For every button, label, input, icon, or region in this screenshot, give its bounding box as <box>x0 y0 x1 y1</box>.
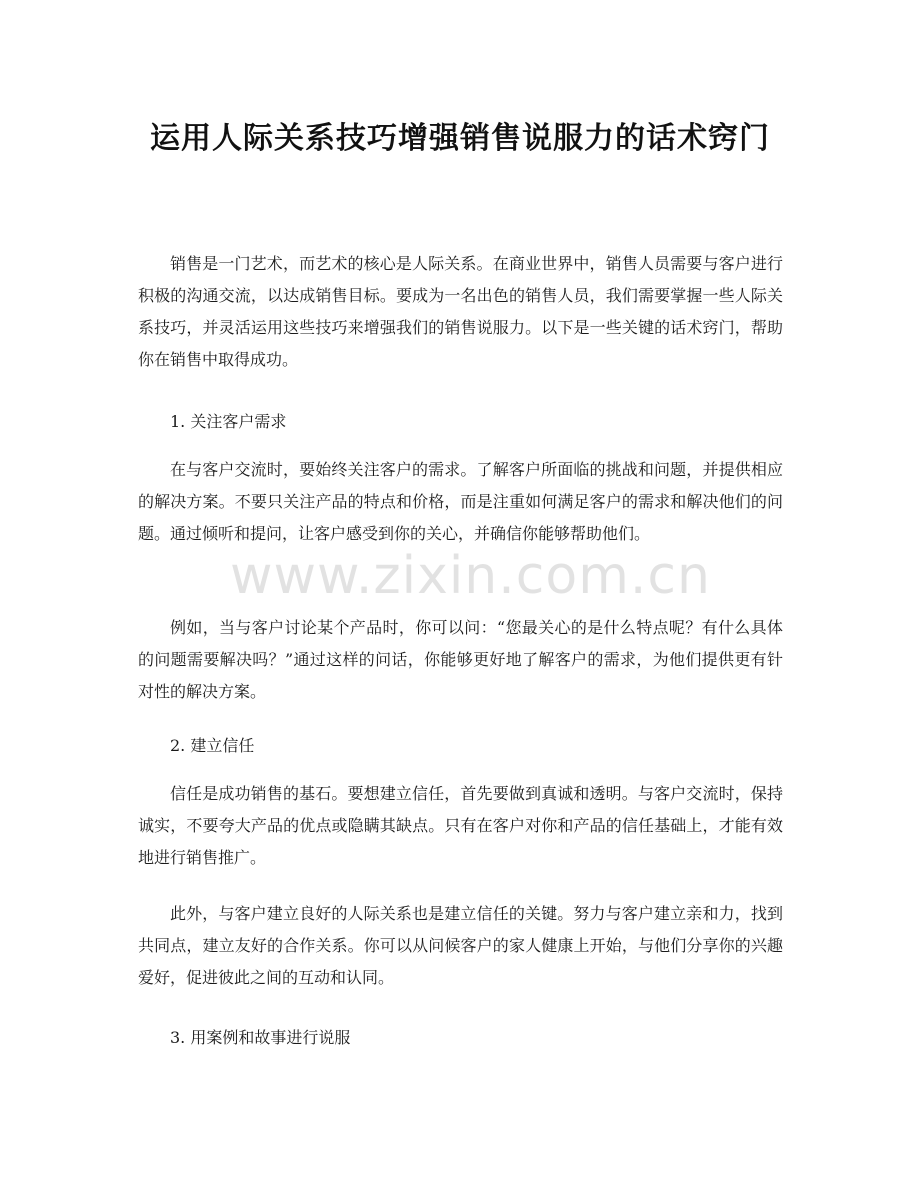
section-2-paragraph-1: 信任是成功销售的基石。要想建立信任，首先要做到真诚和透明。与客户交流时，保持诚实，不要夸大产品的优点或隐瞒其缺点。只有在客户对你和产品的信任基础上，才能有效地进行销售推广。 <box>138 784 783 867</box>
watermark: www.zixin.com.cn <box>230 546 711 606</box>
section-3-heading: 3. 用案例和故事进行说服 <box>170 1028 351 1047</box>
section-1-paragraph-2: 例如，当与客户讨论某个产品时，你可以问：“您最关心的是什么特点呢？有什么具体的问题需要解决吗？”通过这样的问话，你能够更好地了解客户的需求，为他们提供更有针对性的解决方案。 <box>138 618 783 701</box>
document-title: 运用人际关系技巧增强销售说服力的话术窍门 <box>150 121 770 156</box>
intro-paragraph: 销售是一门艺术，而艺术的核心是人际关系。在商业世界中，销售人员需要与客户进行积极的沟通交流，以达成销售目标。要成为一名出色的销售人员，我们需要掌握一些人际关系技巧，并灵活运用这些技巧来增强我们的销售说服力。以下是一些关键的话术窍门，帮助你在销售中取得成功。 <box>138 254 783 369</box>
section-1-heading: 1. 关注客户需求 <box>170 412 287 431</box>
section-2-paragraph-2: 此外，与客户建立良好的人际关系也是建立信任的关键。努力与客户建立亲和力，找到共同点，建立友好的合作关系。你可以从问候客户的家人健康上开始，与他们分享你的兴趣爱好，促进彼此之间的互动和认同。 <box>138 904 783 987</box>
section-2-heading: 2. 建立信任 <box>170 736 255 755</box>
section-1-paragraph-1: 在与客户交流时，要始终关注客户的需求。了解客户所面临的挑战和问题，并提供相应的解决方案。不要只关注产品的特点和价格，而是注重如何满足客户的需求和解决他们的问题。通过倾听和提问，让客户感受到你的关心，并确信你能够帮助他们。 <box>138 460 783 543</box>
